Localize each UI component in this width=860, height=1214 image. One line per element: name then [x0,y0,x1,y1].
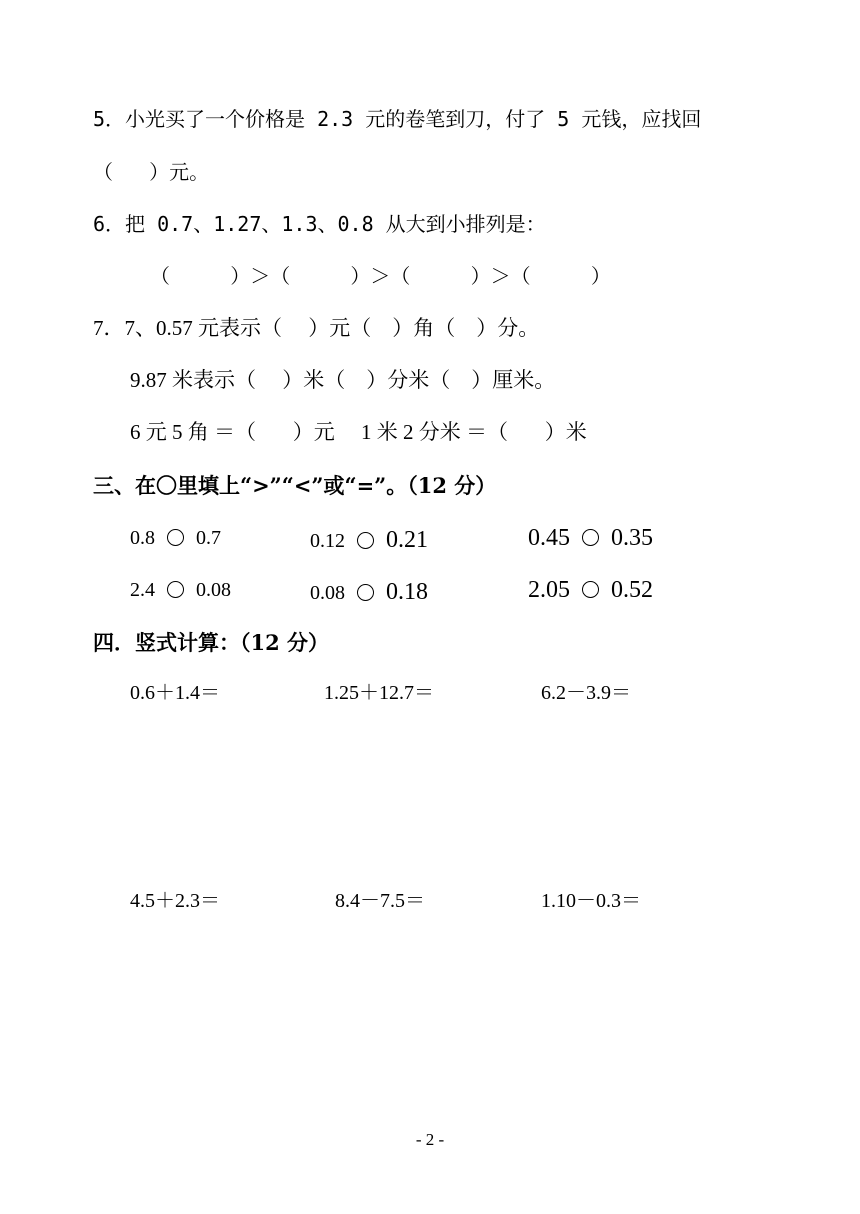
circle-blank[interactable] [167,581,184,598]
q7-line3: 6 元 5 角 ＝（ ）元 1 米 2 分米 ＝（ ）米 [130,420,587,444]
compare-item: 0.8 0.7 [130,527,221,549]
calc-problem: 1.10－0.3＝ [541,890,641,912]
circle-blank[interactable] [357,532,374,549]
compare-item: 2.4 0.08 [130,579,231,601]
compare-item: 0.08 0.18 [310,579,428,605]
q5-line1: 5．小光买了一个价格是 2.3 元的卷笔到刀，付了 5 元钱，应找回 [93,107,702,131]
calc-problem: 1.25＋12.7＝ [324,682,434,704]
circle-blank[interactable] [582,581,599,598]
section3-title: 三、在〇里填上“>”“<”或“=”。（12 分） [93,473,497,498]
section4-title: 四．竖式计算：（12 分） [93,630,330,655]
q5-line2: （ ）元。 [93,160,210,184]
compare-item: 0.45 0.35 [528,525,653,551]
circle-blank[interactable] [582,529,599,546]
calc-problem: 6.2－3.9＝ [541,682,631,704]
calc-problem: 8.4－7.5＝ [335,890,425,912]
page-number: - 2 - [415,1130,445,1149]
circle-blank[interactable] [357,584,374,601]
calc-problem: 4.5＋2.3＝ [130,890,220,912]
q6-line2: （ ）＞（ ）＞（ ）＞（ ） [150,264,611,288]
q6-line1: 6．把 0.7、1.27、1.3、0.8 从大到小排列是： [93,212,546,236]
q7-line2: 9.87 米表示（ ）米（ ）分米（ ）厘米。 [130,368,556,392]
compare-item: 2.05 0.52 [528,577,653,603]
compare-item: 0.12 0.21 [310,527,428,553]
q7-line1: 7．7、0.57 元表示（ ）元（ ）角（ ）分。 [93,316,540,340]
circle-blank[interactable] [167,529,184,546]
calc-problem: 0.6＋1.4＝ [130,682,220,704]
